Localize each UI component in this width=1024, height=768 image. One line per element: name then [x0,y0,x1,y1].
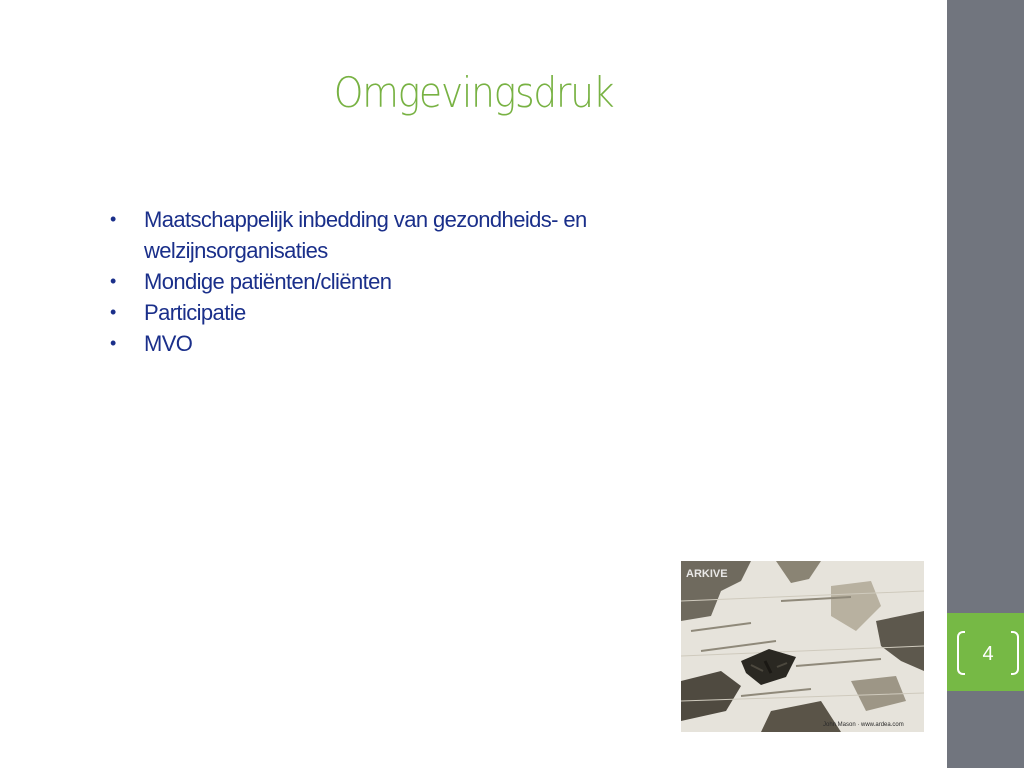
bullet-text: Maatschappelijk inbedding van gezondheids- en welzijnsorganisaties [144,207,587,263]
bullet-text: MVO [144,331,193,356]
bullet-text: Participatie [144,300,246,325]
bullet-marker: • [110,302,116,322]
bullet-marker: • [110,209,116,229]
moth-photo [681,561,924,732]
photo-watermark: ARKIVE [686,568,728,580]
bullet-marker: • [110,271,116,291]
page-number: 4 [982,643,994,665]
bullet-item [110,297,710,328]
bullet-list [110,204,710,359]
bullet-item [110,328,710,359]
slide-title: Omgevingsdruk [333,68,614,117]
bullet-item [110,204,710,266]
bullet-marker: • [110,333,116,353]
bullet-text: Mondige patiënten/cliënten [144,269,392,294]
bullet-item [110,266,710,297]
photo-credit: John Mason · www.ardea.com [823,722,904,728]
